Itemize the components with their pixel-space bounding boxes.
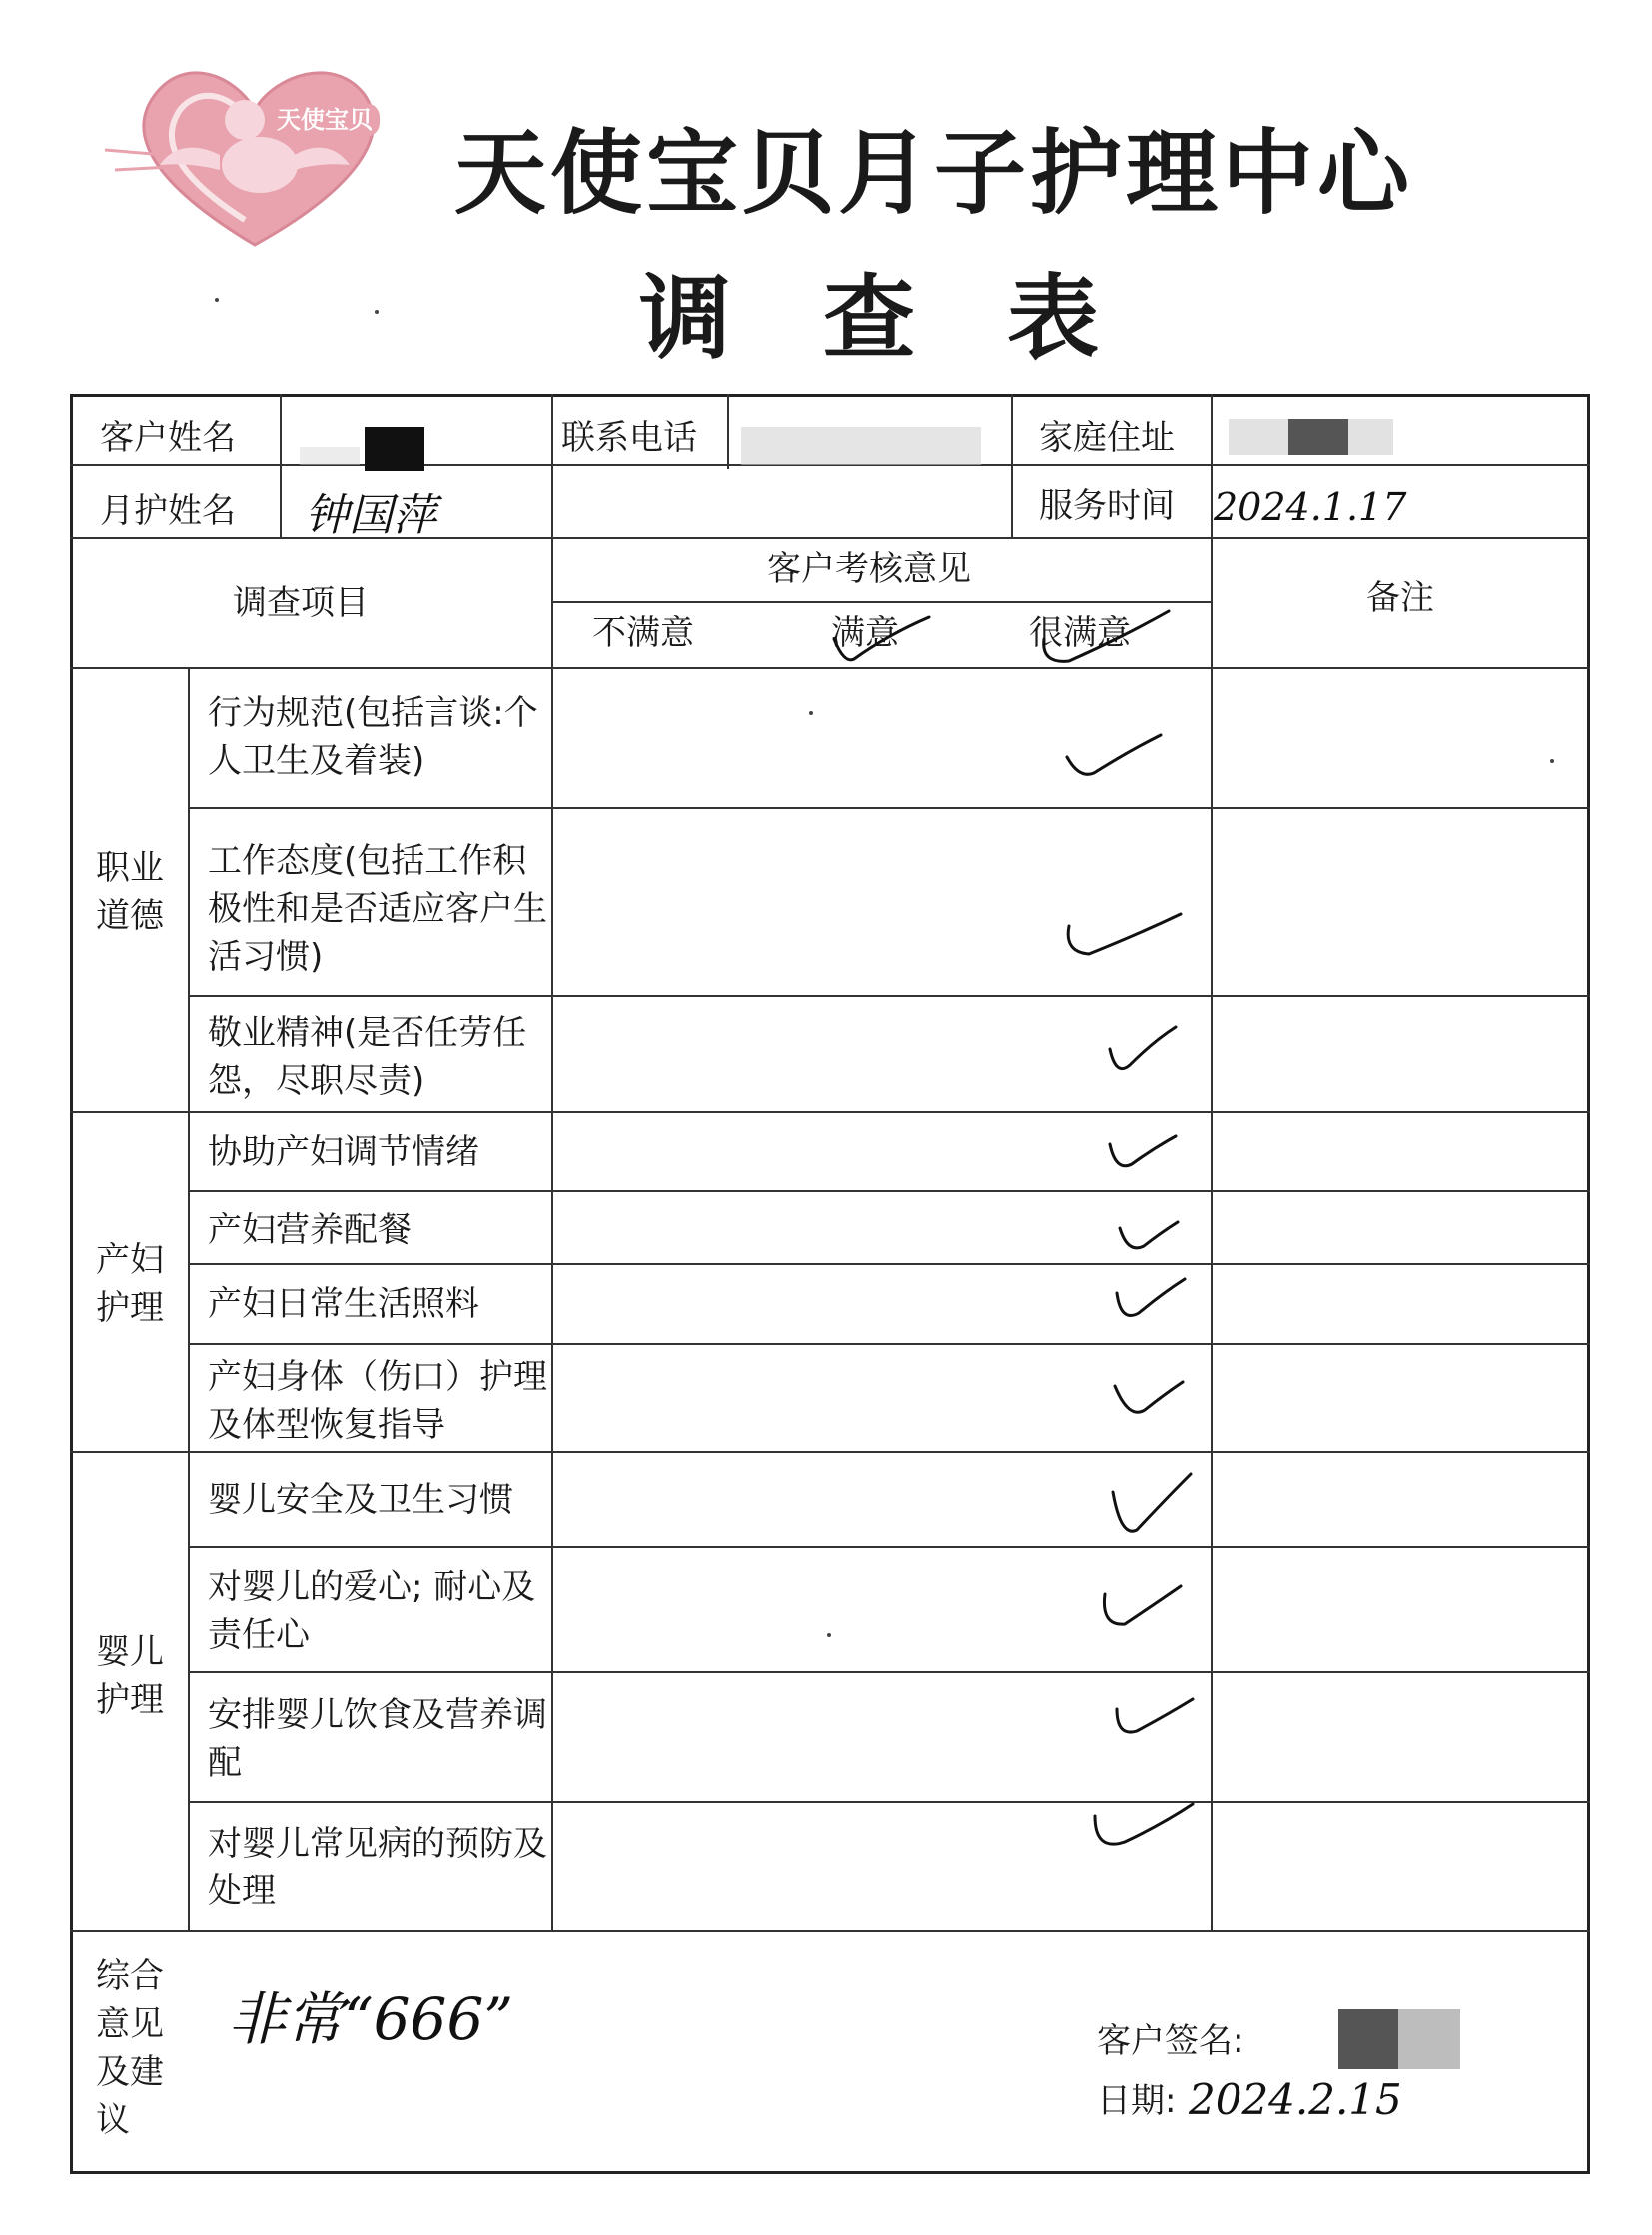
check-mark-icon (1097, 1580, 1187, 1635)
item-behavior-norms: 行为规范(包括言谈:个人卫生及着装) (208, 693, 538, 781)
check-mark-icon (1089, 1798, 1199, 1858)
scan-speck (827, 1633, 831, 1637)
item-infant-love: 对婴儿的爱心; 耐心及责任心 (208, 1567, 536, 1655)
remarks-header: 备注 (1366, 578, 1434, 618)
item-work-attitude: 工作态度(包括工作积极性和是否适应客户生活习惯) (208, 841, 547, 977)
check-mark-icon (1107, 1468, 1197, 1540)
check-mark-icon (1111, 1273, 1191, 1328)
date-value: 2024.2.15 (1189, 2075, 1402, 2124)
check-mark-icon (1109, 1376, 1189, 1426)
group-label-infant-care: 婴儿护理 (96, 1632, 164, 1720)
service-time-label: 服务时间 (1039, 486, 1175, 526)
grid-line (70, 1111, 1590, 1113)
redacted-signature (1338, 2009, 1398, 2069)
summary-label: 综合意见及建议 (96, 1956, 164, 2140)
very-satisfied-header: 很满意 (1029, 613, 1131, 653)
nurse-name-value: 钟国萍 (305, 490, 436, 541)
grid-line (188, 1190, 1590, 1192)
check-mark-icon (829, 609, 939, 669)
redacted-customer-name (365, 427, 424, 471)
scan-speck (1550, 759, 1554, 763)
grid-line (1211, 394, 1213, 1930)
scan-speck (375, 310, 379, 314)
grid-line (70, 537, 1590, 539)
page-title: 天使宝贝月子护理中心 (454, 120, 1414, 227)
redacted-signature (1398, 2009, 1460, 2069)
grid-line (280, 394, 282, 539)
customer-opinion-header: 客户考核意见 (767, 549, 971, 589)
item-daily-care: 产妇日常生活照料 (208, 1284, 479, 1324)
item-mood-support: 协助产妇调节情绪 (208, 1132, 479, 1172)
unsatisfied-header: 不满意 (592, 613, 694, 653)
angel-heart-logo (95, 55, 405, 255)
check-mark-icon (1114, 1216, 1184, 1261)
grid-line (188, 1801, 1590, 1803)
grid-line (188, 1343, 1590, 1345)
signature-label: 客户签名: (1097, 2021, 1244, 2061)
check-mark-icon (1039, 599, 1179, 669)
redacted-phone (741, 427, 981, 465)
logo-text: 天使宝贝 (277, 106, 373, 134)
summary-handwritten-comment: 非常“666” (228, 1985, 514, 2053)
service-time-value: 2024.1.17 (1214, 485, 1407, 529)
redacted-address (1229, 419, 1288, 455)
redacted-address (1288, 419, 1348, 455)
grid-line (188, 1263, 1590, 1265)
phone-label: 联系电话 (561, 418, 697, 458)
scan-speck (809, 711, 813, 715)
grid-line (188, 995, 1590, 997)
item-infant-illness: 对婴儿常见病的预防及处理 (208, 1824, 547, 1911)
grid-line (551, 394, 553, 1930)
item-nutrition-meals: 产妇营养配餐 (208, 1210, 412, 1250)
grid-line (188, 807, 1590, 809)
page-subtitle: 调 查 表 (639, 265, 1130, 372)
redacted-customer-name (300, 447, 360, 465)
customer-name-label: 客户姓名 (100, 418, 236, 458)
item-dedication: 敬业精神(是否任劳任怨，尽职尽责) (208, 1013, 527, 1101)
grid-line (188, 667, 190, 1930)
redacted-address (1348, 419, 1393, 455)
grid-line (188, 1546, 1590, 1548)
check-mark-icon (1109, 1693, 1199, 1743)
satisfied-header: 满意 (831, 613, 899, 653)
group-label-professional-ethics: 职业道德 (96, 848, 164, 936)
grid-line (727, 394, 729, 469)
item-body-recovery: 产妇身体（伤口）护理及体型恢复指导 (208, 1357, 547, 1445)
grid-line (188, 1671, 1590, 1673)
check-mark-icon (1059, 904, 1189, 964)
item-infant-safety: 婴儿安全及卫生习惯 (208, 1480, 513, 1520)
check-mark-icon (1059, 729, 1169, 789)
nurse-name-label: 月护姓名 (100, 491, 236, 531)
grid-line (70, 1451, 1590, 1453)
grid-line (1011, 394, 1013, 539)
check-mark-icon (1104, 1021, 1184, 1081)
grid-line (70, 1930, 1590, 1932)
check-mark-icon (1104, 1130, 1184, 1180)
survey-item-header: 调查项目 (233, 583, 369, 623)
item-infant-feeding: 安排婴儿饮食及营养调配 (208, 1695, 547, 1783)
scan-speck (215, 298, 219, 302)
address-label: 家庭住址 (1039, 418, 1175, 458)
date-label: 日期: (1097, 2081, 1177, 2121)
group-label-maternal-care: 产妇护理 (96, 1240, 164, 1328)
